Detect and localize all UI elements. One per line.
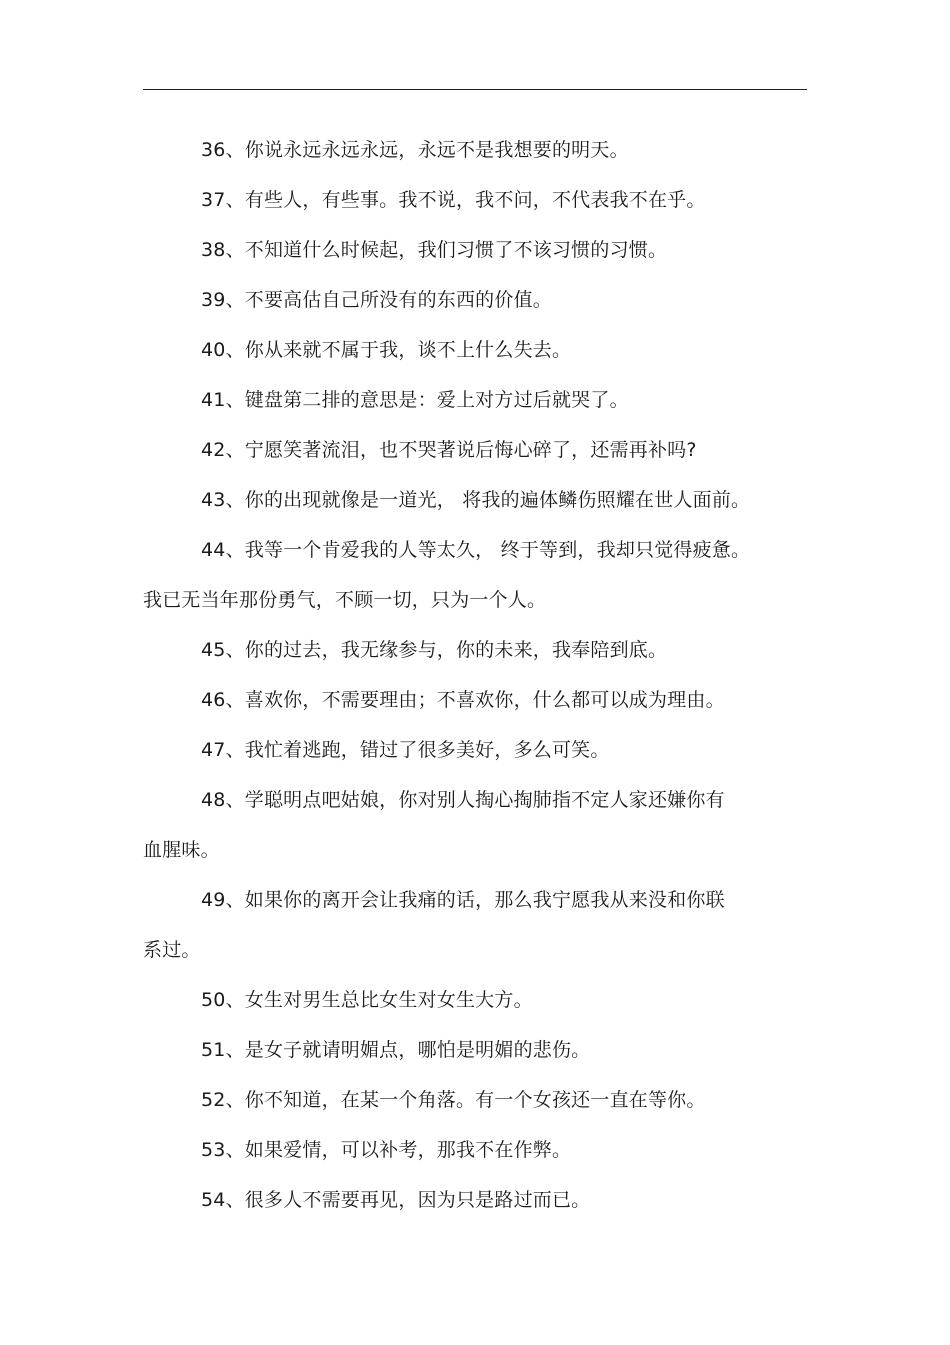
text-line-continuation: 我已无当年那份勇气，不顾一切，只为一个人。: [143, 589, 547, 611]
text-line: 46、喜欢你，不需要理由；不喜欢你，什么都可以成为理由。: [201, 689, 725, 711]
text-line: 40、你从来就不属于我，谈不上什么失去。: [201, 339, 572, 361]
quote-list: [143, 125, 807, 1225]
text-line: 43、你的出现就像是一道光， 将我的遍体鳞伤照耀在世人面前。: [201, 489, 751, 511]
text-line: 44、我等一个肯爱我的人等太久， 终于等到，我却只觉得疲惫。: [201, 539, 751, 561]
text-line: 42、宁愿笑著流泪，也不哭著说后悔心碎了，还需再补吗?: [201, 439, 697, 461]
text-line: 41、键盘第二排的意思是：爱上对方过后就哭了。: [201, 389, 629, 411]
text-line: 38、不知道什么时候起，我们习惯了不该习惯的习惯。: [201, 239, 668, 261]
text-line: 52、你不知道，在某一个角落。有一个女孩还一直在等你。: [201, 1089, 706, 1111]
text-line: 45、你的过去，我无缘参与，你的未来，我奉陪到底。: [201, 639, 668, 661]
text-line: 50、女生对男生总比女生对女生大方。: [201, 989, 533, 1011]
text-line-continuation: 系过。: [143, 939, 201, 961]
text-line: 39、不要高估自己所没有的东西的价值。: [201, 289, 552, 311]
text-line: 47、我忙着逃跑，错过了很多美好，多么可笑。: [201, 739, 610, 761]
text-line: 53、如果爱情，可以补考，那我不在作弊。: [201, 1139, 572, 1161]
text-line: 37、有些人，有些事。我不说，我不问，不代表我不在乎。: [201, 189, 706, 211]
text-line: 51、是女子就请明媚点，哪怕是明媚的悲伤。: [201, 1039, 591, 1061]
text-line-continuation: 血腥味。: [143, 839, 220, 861]
text-line: 49、如果你的离开会让我痛的话，那么我宁愿我从来没和你联: [201, 889, 725, 911]
text-line: 36、你说永远永远永远，永远不是我想要的明天。: [201, 139, 629, 161]
text-line: 54、很多人不需要再见，因为只是路过而已。: [201, 1189, 591, 1211]
header-divider: [143, 89, 807, 90]
text-line: 48、学聪明点吧姑娘，你对别人掏心掏肺指不定人家还嫌你有: [201, 789, 725, 811]
